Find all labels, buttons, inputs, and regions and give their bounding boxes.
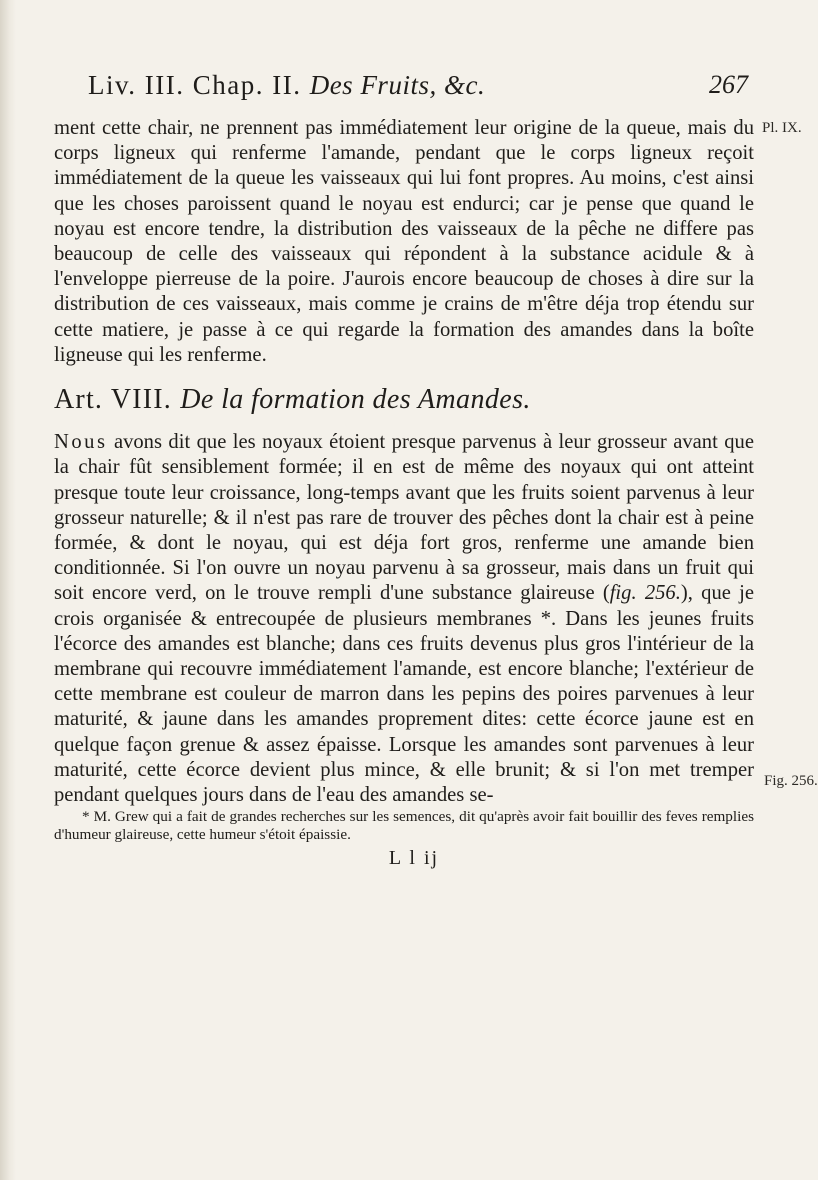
footnote: * M. Grew qui a fait de grandes recherches sur les semences, dit qu'après avoir fait bouillir des feves remplies d'humeur glaireuse, cette humeur s'étoit épaissie. <box>54 808 754 844</box>
page-number: 267 <box>709 70 748 99</box>
paragraph-formation <box>54 430 754 808</box>
figure-reference: fig. 256. <box>609 582 681 605</box>
margin-note-figure: Fig. 256. <box>764 773 818 789</box>
running-head-title: Des Fruits, &c. <box>309 70 486 100</box>
article-label: Art. VIII. <box>54 384 173 416</box>
running-head-chapter: Liv. III. Chap. II. <box>88 70 302 100</box>
paragraph-text-part1: avons dit que les noyaux étoient presque parvenus à leur grosseur avant que la chair fût sensiblement formée; il en est de même des noyaux qui ont atteint presque toute leur croissance, long-temps avant que les fruits soient parvenus à leur grosseur naturelle; & il n'est pas rare de trouver des pêches dont la chair est à peine formée, & dont le noyau, qui est déja fort gros, renferme une amande bien conditionnée. Si l'on ouvre un noyau parvenu à sa grosseur, mais dans un fruit qui soit encore verd, on le trouve rempli d'une substance glaireuse ( <box>54 431 754 605</box>
paragraph-lead-word: Nous <box>54 431 108 454</box>
paragraph-text-part2: ), que je crois organisée & entrecoupée de plusieurs membranes *. Dans les jeunes fruits l'écorce des amandes est blanche; dans ces fruits devenus plus gros l'intérieur de la membrane qui recouvre immédiatement l'amande, est encore blanche; l'extérieur de cette membrane est couleur de marron dans les pepins des poires parvenues à leur maturité, & jaune dans les amandes proprement dites: cette écorce jaune est en quelque façon grenue & assez épaisse. Lorsque les amandes sont parvenues à leur maturité, cette écorce devient plus mince, & elle brunit; & si l'on met tremper pendant quelques jours dans de l'eau des amandes se- <box>54 582 754 807</box>
main-text <box>54 116 754 871</box>
running-head <box>88 70 485 101</box>
signature-mark: L l ij <box>388 847 440 870</box>
margin-note-plate: Pl. IX. <box>762 120 802 136</box>
page-spine-shadow <box>0 0 16 1180</box>
paragraph-continuation: ment cette chair, ne prennent pas immédiatement leur origine de la queue, mais du corps ligneux qui renferme l'amande, pendant que le corps ligneux reçoit immédiatement de la queue les vaisseaux qui lui font propres. Au moins, c'est ainsi que les choses paroissent quand le noyau est endurci; car je pense que quand le noyau est encore tendre, la distribution des vaisseaux de la pêche ne differe pas beaucoup de celle des vaisseaux qui répondent à la substance acidule & à l'enveloppe pierreuse de la poire. J'aurois encore beaucoup de choses à dire sur la distribution de ces vaisseaux, mais comme je crains de m'être déja trop étendu sur cette matiere, je passe à ce qui regarde la formation des amandes dans la boîte ligneuse qui les renferme. <box>54 117 754 366</box>
page-header <box>88 70 748 114</box>
article-title: De la formation des Amandes. <box>180 384 531 416</box>
article-heading <box>54 384 754 416</box>
